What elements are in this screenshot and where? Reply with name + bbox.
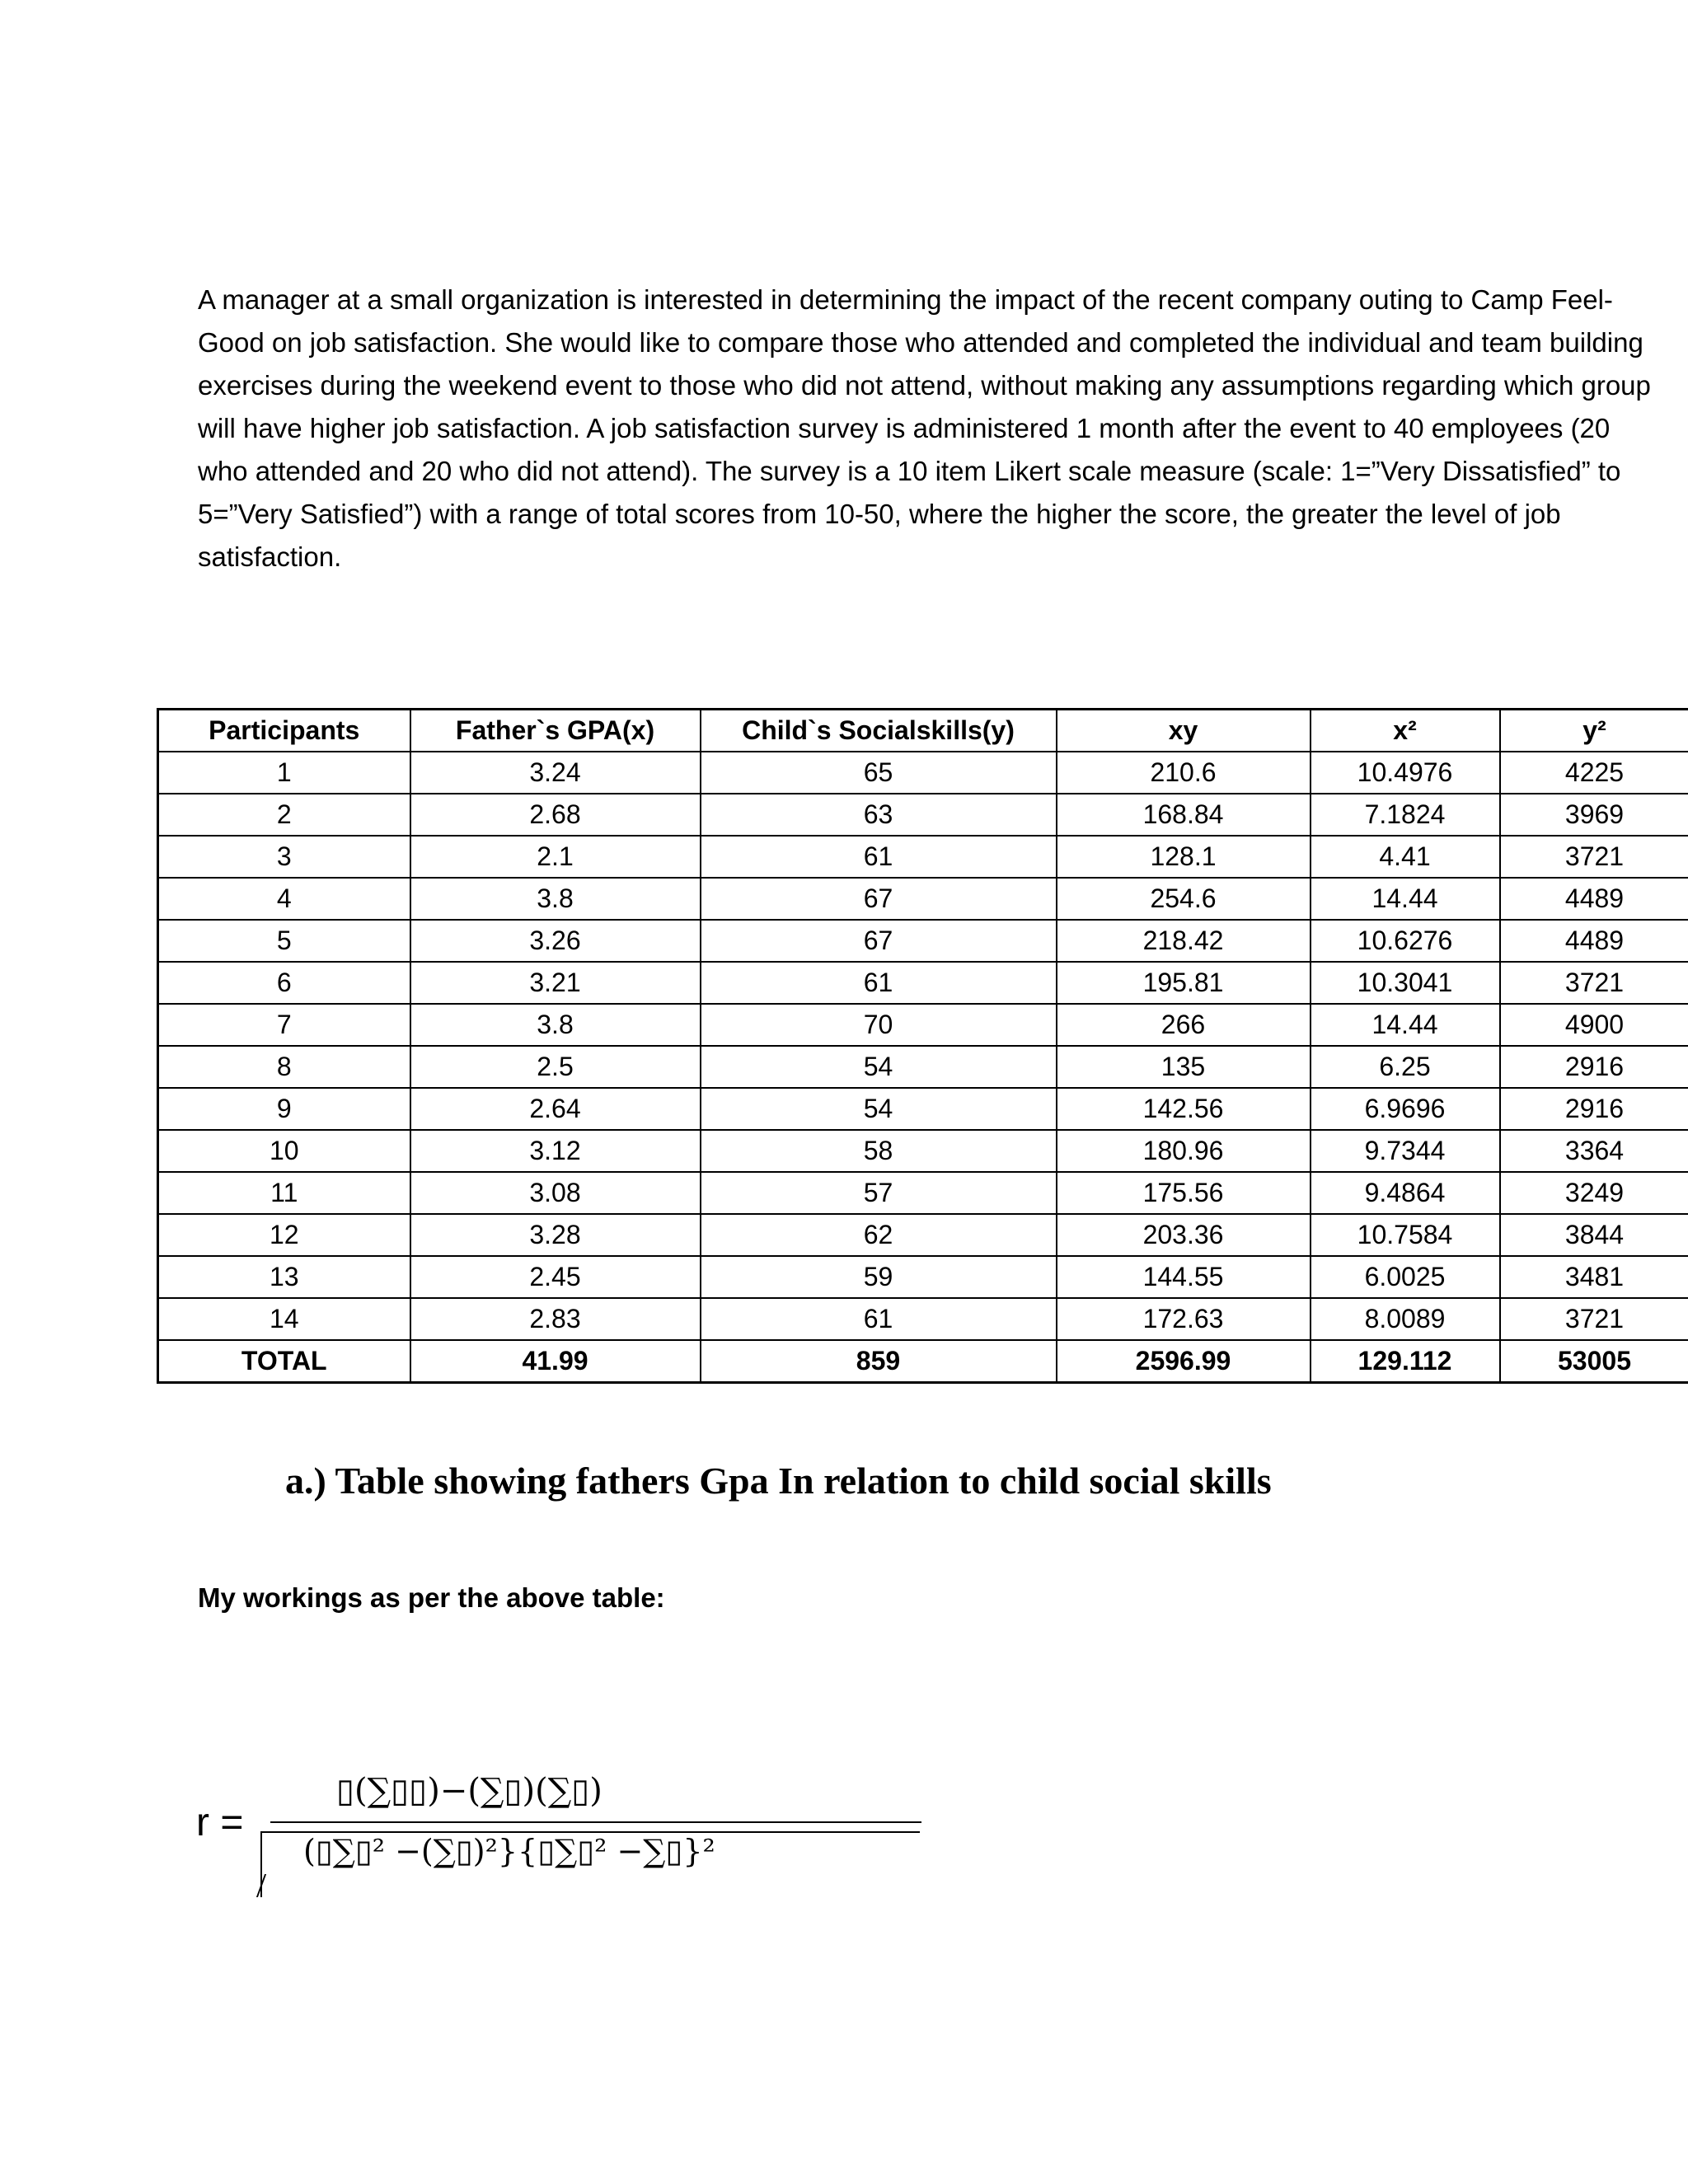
table-row	[158, 836, 1688, 878]
table-cell: 61	[701, 836, 1057, 878]
table-cell: 210.6	[1057, 752, 1311, 794]
table-cell: 63	[701, 794, 1057, 836]
workings-label: My workings as per the above table:	[198, 1582, 665, 1613]
sqrt-sign	[243, 1874, 266, 1897]
table-caption: a.) Table showing fathers Gpa In relation to child social skills	[285, 1460, 1272, 1502]
table-cell: 4489	[1500, 920, 1688, 962]
table-row	[158, 752, 1688, 794]
table-header-row	[158, 710, 1688, 752]
column-header: x²	[1311, 710, 1500, 752]
table-cell: 3721	[1500, 962, 1688, 1004]
table-body	[158, 752, 1688, 1383]
total-cell: 859	[701, 1340, 1057, 1383]
table-cell: 218.42	[1057, 920, 1311, 962]
intro-paragraph: A manager at a small organization is interested in determining the impact of the recent company outing to Camp Feel-Good on job satisfaction. She would like to compare those who attended and completed the individual and team building exercises during the weekend event to those who did not attend, without making any assumptions regarding which group will have higher job satisfaction. A job satisfaction survey is administered 1 month after the event to 40 employees (20 who attended and 20 who did not attend). The survey is a 10 item Likert scale measure (scale: 1=”Very Dissatisfied” to 5=”Very Satisfied”) with a range of total scores from 10-50, where the higher the score, the greater the level of job satisfaction.	[198, 284, 1651, 572]
formula-lhs: r =	[196, 1801, 244, 1844]
table-cell: 3.08	[410, 1172, 701, 1214]
table-cell: 2916	[1500, 1088, 1688, 1130]
table-cell: 9.7344	[1311, 1130, 1500, 1172]
table-cell: 13	[158, 1256, 410, 1298]
table-cell: 10.7584	[1311, 1214, 1500, 1256]
column-header: Child`s Socialskills(y)	[701, 710, 1057, 752]
table-cell: 3.28	[410, 1214, 701, 1256]
table-cell: 14	[158, 1298, 410, 1340]
table-cell: 2916	[1500, 1046, 1688, 1088]
table-cell: 10.6276	[1311, 920, 1500, 962]
table-cell: 6	[158, 962, 410, 1004]
table-cell: 135	[1057, 1046, 1311, 1088]
table-cell: 65	[701, 752, 1057, 794]
table-cell: 14.44	[1311, 878, 1500, 920]
table-cell: 6.0025	[1311, 1256, 1500, 1298]
table-row	[158, 1256, 1688, 1298]
table-cell: 203.36	[1057, 1214, 1311, 1256]
table-cell: 4225	[1500, 752, 1688, 794]
total-cell: 129.112	[1311, 1340, 1500, 1383]
table-cell: 3721	[1500, 836, 1688, 878]
table-cell: 7	[158, 1004, 410, 1046]
table-cell: 128.1	[1057, 836, 1311, 878]
table-cell: 11	[158, 1172, 410, 1214]
column-header: Father`s GPA(x)	[410, 710, 701, 752]
table-cell: 2.64	[410, 1088, 701, 1130]
sqrt-sign	[260, 1831, 262, 1897]
column-header: xy	[1057, 710, 1311, 752]
table-cell: 3969	[1500, 794, 1688, 836]
table-total-row	[158, 1340, 1688, 1383]
table-cell: 8	[158, 1046, 410, 1088]
table-cell: 67	[701, 920, 1057, 962]
correlation-formula	[196, 1772, 790, 1912]
table-row	[158, 794, 1688, 836]
table-cell: 12	[158, 1214, 410, 1256]
table-row	[158, 1172, 1688, 1214]
table-row	[158, 1004, 1688, 1046]
table-cell: 3721	[1500, 1298, 1688, 1340]
table-cell: 3	[158, 836, 410, 878]
table-cell: 4.41	[1311, 836, 1500, 878]
table-cell: 61	[701, 1298, 1057, 1340]
table-cell: 4489	[1500, 878, 1688, 920]
table-cell: 168.84	[1057, 794, 1311, 836]
table-cell: 195.81	[1057, 962, 1311, 1004]
table-cell: 67	[701, 878, 1057, 920]
table-cell: 6.9696	[1311, 1088, 1500, 1130]
table-cell: 3.24	[410, 752, 701, 794]
table-cell: 58	[701, 1130, 1057, 1172]
table-row	[158, 1046, 1688, 1088]
table-cell: 61	[701, 962, 1057, 1004]
table-cell: 70	[701, 1004, 1057, 1046]
table-cell: 180.96	[1057, 1130, 1311, 1172]
table-cell: 3.21	[410, 962, 701, 1004]
table-row	[158, 1298, 1688, 1340]
table-row	[158, 920, 1688, 962]
table-cell: 144.55	[1057, 1256, 1311, 1298]
table-cell: 62	[701, 1214, 1057, 1256]
gpa-socialskills-table	[157, 708, 1688, 1384]
table-cell: 4	[158, 878, 410, 920]
table-cell: 2.83	[410, 1298, 701, 1340]
total-cell: TOTAL	[158, 1340, 410, 1383]
table-cell: 9.4864	[1311, 1172, 1500, 1214]
table-cell: 2.5	[410, 1046, 701, 1088]
table-cell: 10.3041	[1311, 962, 1500, 1004]
table-cell: 1	[158, 752, 410, 794]
table-cell: 2.1	[410, 836, 701, 878]
fraction-bar	[270, 1821, 921, 1823]
column-header: Participants	[158, 710, 410, 752]
table-cell: 254.6	[1057, 878, 1311, 920]
table-cell: 14.44	[1311, 1004, 1500, 1046]
table-cell: 54	[701, 1088, 1057, 1130]
table-cell: 2	[158, 794, 410, 836]
table-cell: 5	[158, 920, 410, 962]
table-row	[158, 1214, 1688, 1256]
total-cell: 53005	[1500, 1340, 1688, 1383]
formula-numerator: ▯(∑▯▯)−(∑▯)(∑▯)	[336, 1772, 603, 1810]
table-cell: 3.26	[410, 920, 701, 962]
table-cell: 3844	[1500, 1214, 1688, 1256]
table-cell: 3.12	[410, 1130, 701, 1172]
table-row	[158, 1088, 1688, 1130]
table-cell: 266	[1057, 1004, 1311, 1046]
table-cell: 8.0089	[1311, 1298, 1500, 1340]
table-cell: 57	[701, 1172, 1057, 1214]
table-cell: 9	[158, 1088, 410, 1130]
table-cell: 10.4976	[1311, 752, 1500, 794]
table-cell: 54	[701, 1046, 1057, 1088]
table-cell: 4900	[1500, 1004, 1688, 1046]
table-row	[158, 878, 1688, 920]
table-cell: 175.56	[1057, 1172, 1311, 1214]
table-cell: 3364	[1500, 1130, 1688, 1172]
formula-denominator: (▯∑▯² −(∑▯)²}{▯∑▯² −∑▯}²	[303, 1833, 715, 1869]
column-header: y²	[1500, 710, 1688, 752]
total-cell: 41.99	[410, 1340, 701, 1383]
table-cell: 3.8	[410, 1004, 701, 1046]
table-cell: 172.63	[1057, 1298, 1311, 1340]
table-cell: 2.45	[410, 1256, 701, 1298]
table-cell: 10	[158, 1130, 410, 1172]
table-cell: 3.8	[410, 878, 701, 920]
total-cell: 2596.99	[1057, 1340, 1311, 1383]
table-cell: 7.1824	[1311, 794, 1500, 836]
table-cell: 2.68	[410, 794, 701, 836]
table-row	[158, 1130, 1688, 1172]
table-cell: 6.25	[1311, 1046, 1500, 1088]
table-cell: 142.56	[1057, 1088, 1311, 1130]
table-cell: 3249	[1500, 1172, 1688, 1214]
table-row	[158, 962, 1688, 1004]
table-cell: 3481	[1500, 1256, 1688, 1298]
table-cell: 59	[701, 1256, 1057, 1298]
